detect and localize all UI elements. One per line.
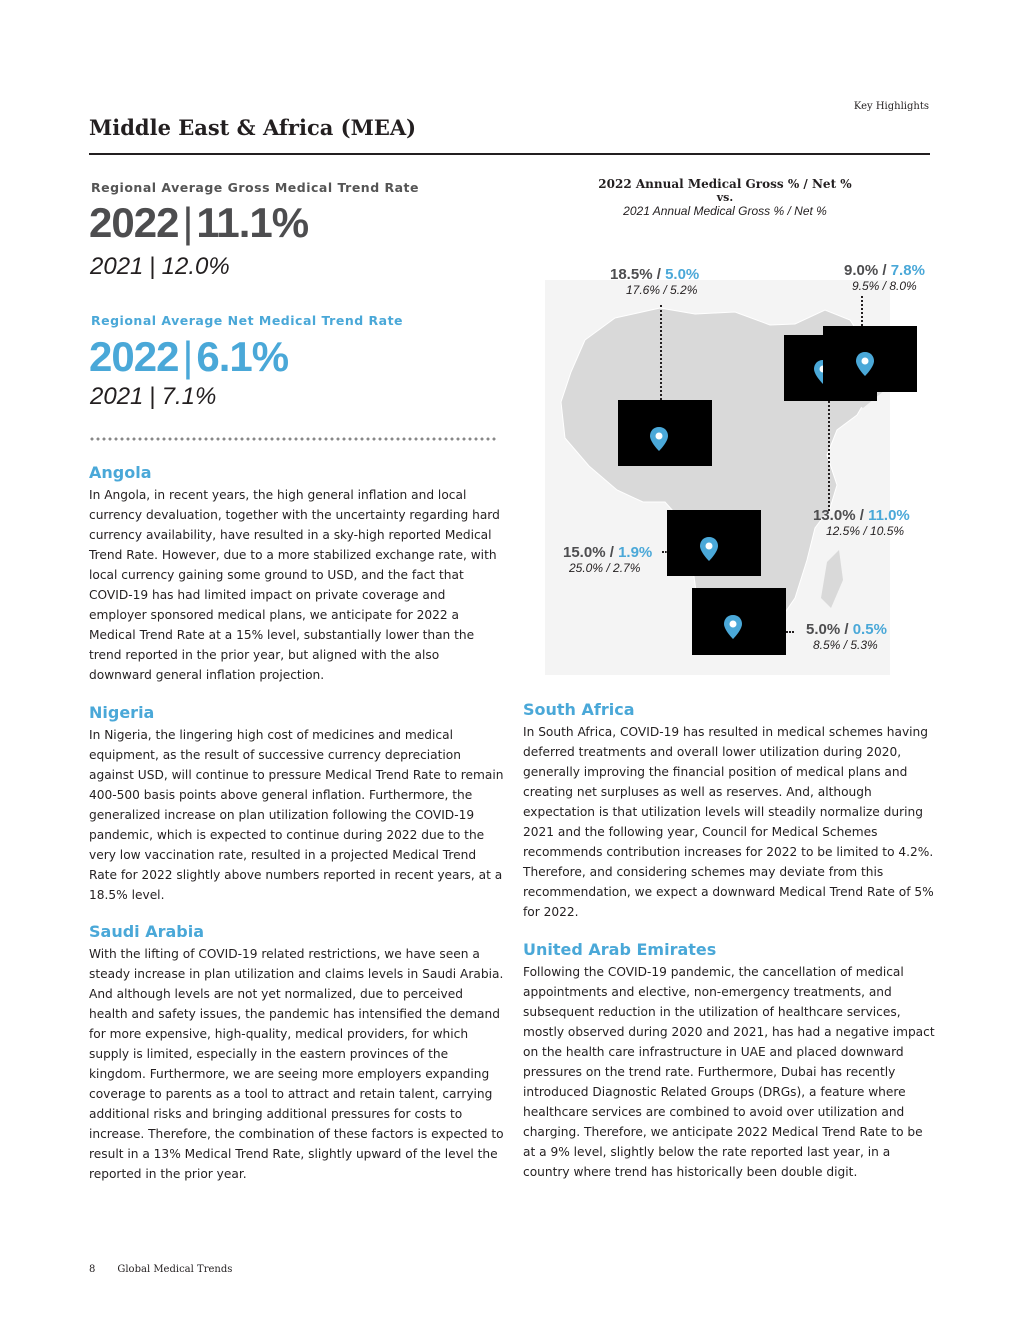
- net-value: 5.0%: [665, 266, 700, 283]
- net-trend-label: Regional Average Net Medical Trend Rate: [91, 313, 404, 328]
- section-body: Following the COVID-19 pandemic, the cancellation of medical appointments and elective, non-emergency treatments, and subsequent reduction in the utilization of healthcare services, mostly observed during 2020 and 2021, has had a negative impact on the health care infrastructure in UAE and placed downward pressures on the trend rate. Furthermore, Dubai has recently introduced Diagnostic Related Groups (DRGs), a feature where healthcare services are combined to avoid over utilization and charging. Therefore, we anticipate 2022 Medical Trend Rate to be at a 9% level, slightly below the rate reported last year, in a country where trend has historically been double digit.: [523, 965, 935, 1179]
- marker-box-south-africa: [692, 588, 786, 655]
- callout-saudi-arabia: 13.0% / 11.0% 12.5% / 10.5%: [813, 507, 910, 538]
- gross-prior-value: 12.0%: [161, 253, 230, 280]
- prior-values: 25.0% / 2.7%: [569, 561, 641, 575]
- gross-value: 13.0%: [813, 507, 856, 524]
- section-heading: United Arab Emirates: [523, 940, 717, 959]
- page-footer: [89, 1264, 232, 1275]
- section-body: In Nigeria, the lingering high cost of medicines and medical equipment, as the result of successive currency depreciation against USD, will continue to pressure Medical Trend Rate to remain 400-500 basis points above general inflation. Furthermore, the generalized increase on plan utilization following the COVID-19 pandemic, which is expected to continue during 2022 due to the very low vaccination rate, resulted in a projected Medical Trend Rate for 2022 slightly above numbers reported in recent years, at a 18.5% level.: [89, 728, 504, 902]
- net-value: 11.0%: [868, 507, 910, 524]
- callout-angola: 15.0% / 1.9% 25.0% / 2.7%: [563, 544, 653, 575]
- leader-line-nigeria: [660, 305, 662, 400]
- location-pin-icon[interactable]: [723, 614, 743, 640]
- callout-south-africa: 5.0% / 0.5% 8.5% / 5.3%: [806, 621, 887, 652]
- section-body: With the lifting of COVID-19 related restrictions, we have seen a steady increase in plan utilization and claims levels in Saudi Arabia. And although levels are not yet normalized, due to perceived health and safety issues, the pandemic has intensified the demand for more expensive, high-quality, medical providers, for which supply is limited, especially in the eastern provinces of the kingdom. Furthermore, we are seeing more employers expanding coverage to parents as a tool to attract and retain talent, carrying additional risks and bringing additional pressures for costs to increase. Therefore, the combination of these factors is expected to result in a 13% Medical Trend Rate, slightly upward of the level the reported in the prior year.: [89, 947, 504, 1181]
- section-heading: South Africa: [523, 700, 635, 719]
- page-number: 8: [89, 1264, 96, 1275]
- gross-prior-year: 2021: [90, 253, 144, 280]
- leader-line-uae: [861, 296, 863, 326]
- section-south-africa: [523, 700, 938, 922]
- section-heading: Nigeria: [89, 703, 155, 722]
- net-trend-2021: 2021 | 7.1%: [90, 383, 217, 410]
- prior-values: 17.6% / 5.2%: [626, 283, 698, 297]
- section-body: In Angola, in recent years, the high general inflation and local currency devaluation, together with the uncertainty regarding hard currency availability, have resulted in a sky-high reported Medical Trend Rate. However, due to a more stabilized exchange rate, with local currency gaining some ground to USD, and the fact that COVID-19 has had limited impact on private coverage and employer sponsored medical plans, we anticipate for 2022 a Medical Trend Rate at a 15% level, substantially lower than the trend reported in the prior year, but aligned with the also downward general inflation projection.: [89, 488, 500, 682]
- section-saudi-arabia: [89, 922, 504, 1184]
- gross-value: 5.0%: [806, 621, 841, 638]
- section-angola: [89, 463, 504, 685]
- net-trend-2022: 2022|6.1%: [89, 333, 289, 380]
- gross-trend-2021: 2021 | 12.0%: [90, 253, 230, 280]
- net-value: 1.9%: [618, 544, 653, 561]
- location-pin-icon[interactable]: [855, 351, 875, 377]
- publication-name: Global Medical Trends: [117, 1264, 233, 1275]
- gross-trend-2022: 2022|11.1%: [89, 199, 309, 246]
- map-title-line2: vs.: [716, 191, 734, 204]
- section-heading: Saudi Arabia: [89, 922, 205, 941]
- section-label: Key Highlights: [853, 101, 929, 112]
- net-value: 6.1%: [196, 333, 289, 380]
- section-nigeria: [89, 703, 504, 905]
- location-pin-icon[interactable]: [699, 536, 719, 562]
- gross-value: 18.5%: [610, 266, 653, 283]
- location-pin-icon[interactable]: [649, 426, 669, 452]
- net-year: 2022: [89, 333, 179, 380]
- leader-line-saudi-arabia: [828, 401, 830, 511]
- net-prior-year: 2021: [90, 383, 144, 410]
- dotted-divider: [89, 436, 498, 442]
- section-uae: [523, 940, 938, 1182]
- net-prior-value: 7.1%: [161, 383, 217, 410]
- prior-values: 12.5% / 10.5%: [826, 524, 905, 538]
- prior-values: 9.5% / 8.0%: [852, 279, 917, 293]
- gross-year: 2022: [89, 199, 179, 246]
- gross-value: 9.0%: [844, 262, 879, 279]
- leader-line-angola: [662, 551, 667, 553]
- callout-uae: 9.0% / 7.8% 9.5% / 8.0%: [844, 262, 925, 293]
- prior-values: 8.5% / 5.3%: [813, 638, 878, 652]
- marker-box-uae: [823, 326, 917, 392]
- net-value: 7.8%: [890, 262, 925, 279]
- gross-trend-label: Regional Average Gross Medical Trend Rate: [91, 180, 420, 195]
- map-title-line3: 2021 Annual Medical Gross % / Net %: [623, 204, 827, 218]
- leader-line-south-africa: [786, 631, 794, 633]
- title-divider: [89, 153, 930, 155]
- map-title-line1: 2022 Annual Medical Gross % / Net %: [598, 177, 852, 191]
- page-title: Middle East & Africa (MEA): [89, 115, 417, 140]
- marker-box-angola: [667, 510, 761, 576]
- marker-box-nigeria: [618, 400, 712, 466]
- net-value: 0.5%: [852, 621, 887, 638]
- gross-value: 11.1%: [196, 199, 309, 246]
- map-title: [575, 177, 875, 218]
- gross-value: 15.0%: [563, 544, 606, 561]
- section-heading: Angola: [89, 463, 152, 482]
- section-body: In South Africa, COVID-19 has resulted in medical schemes having deferred treatments and overall lower utilization during 2020, generally improving the financial position of medical plans and creating net surpluses as well as reserves. And, although expectation is that utilization levels will steadily normalize during 2021 and the following year, Council for Medical Schemes recommends contribution increases for 2022 to be limited to 4.2%. Therefore, and considering schemes may deviate from this recommendation, we expect a downward Medical Trend Rate of 5% for 2022.: [523, 725, 934, 919]
- callout-nigeria: 18.5% / 5.0% 17.6% / 5.2%: [610, 266, 700, 297]
